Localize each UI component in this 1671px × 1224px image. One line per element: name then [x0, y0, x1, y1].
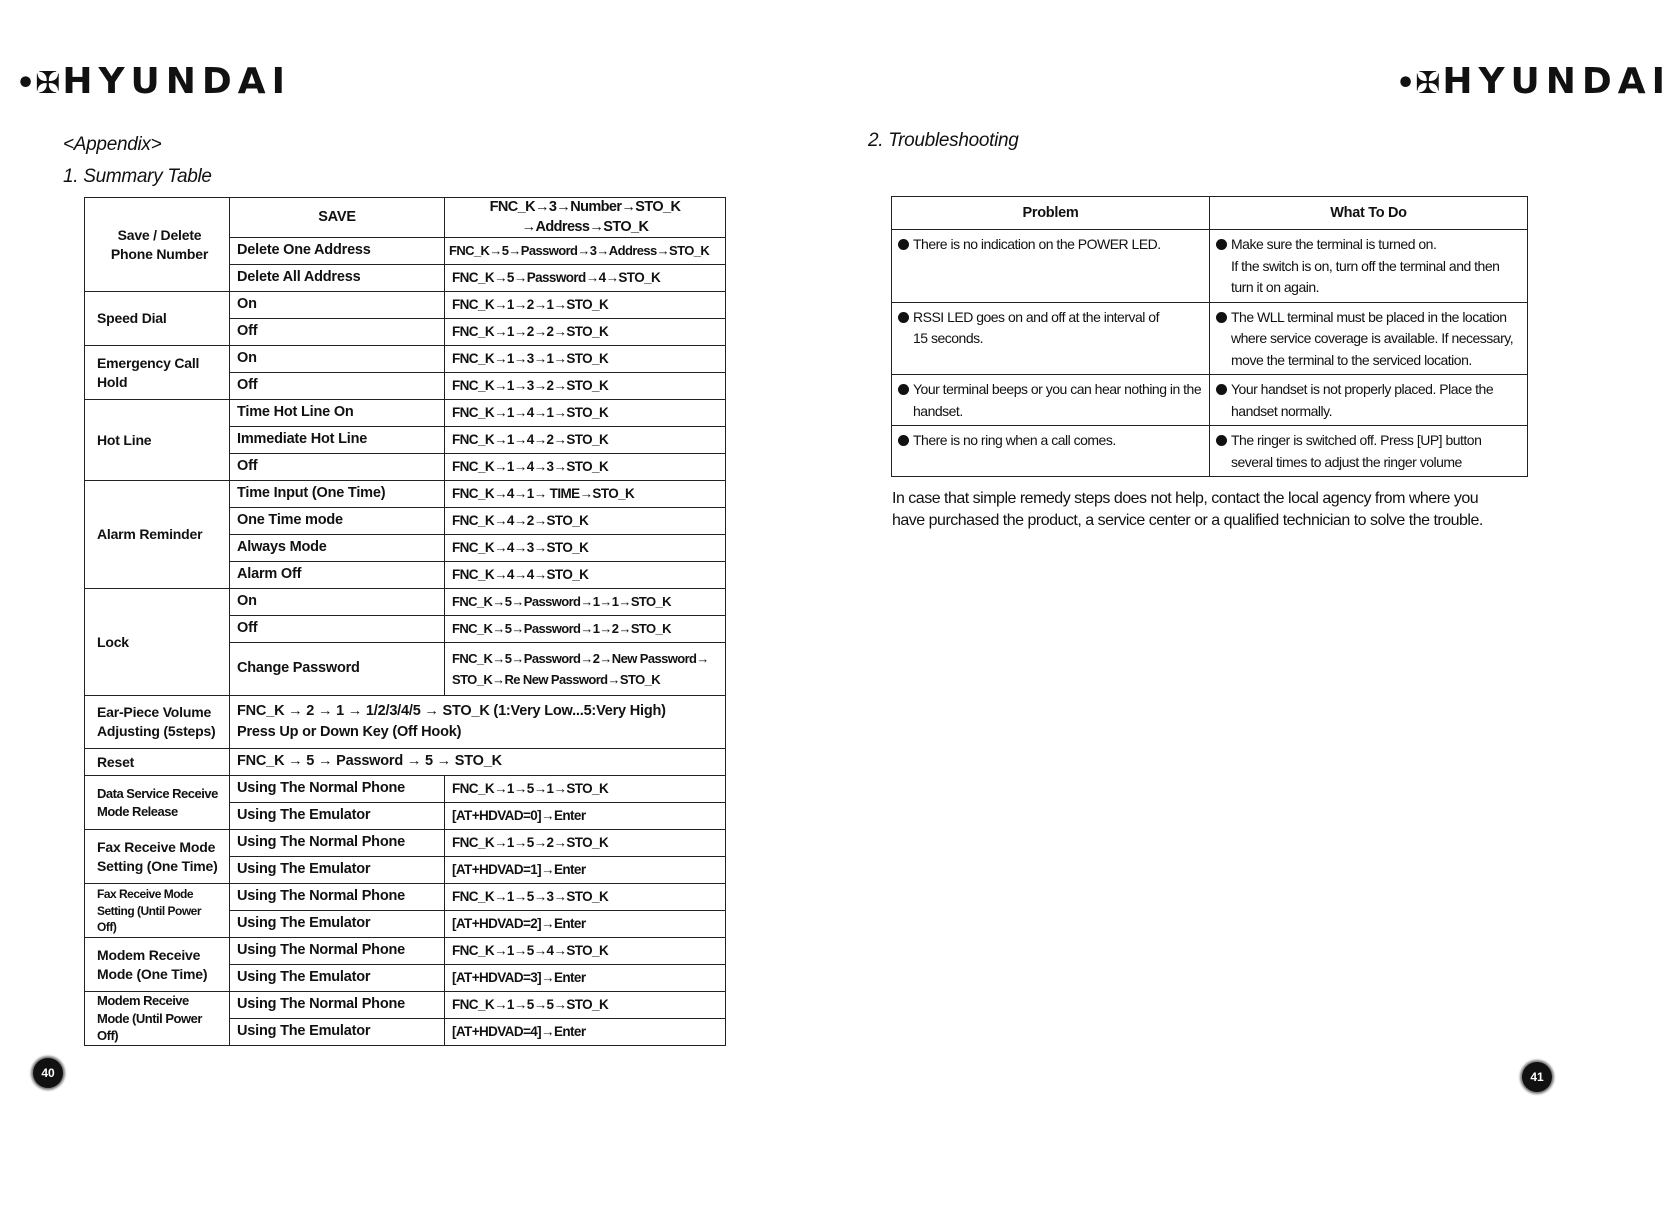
- bullet-icon: [1216, 435, 1227, 446]
- command-cell: FNC_K→1→5→3→STO_K: [445, 884, 726, 911]
- brand-text: HYUNDAI: [62, 61, 292, 102]
- category-cell: Speed Dial: [85, 292, 230, 346]
- bullet-icon: [898, 435, 909, 446]
- command-cell: FNC_K→1→4→1→STO_K: [445, 400, 726, 427]
- hyundai-mark-icon: •✠: [1396, 66, 1441, 101]
- command-cell: FNC_K→1→2→1→STO_K: [445, 292, 726, 319]
- command-cell: [AT+HDVAD=3]→Enter: [445, 965, 726, 992]
- command-cell: [445, 643, 726, 696]
- page-number-left: 40: [33, 1058, 63, 1088]
- option-cell: On: [230, 346, 445, 373]
- appendix-title: <Appendix>: [63, 134, 162, 155]
- category-cell: Fax Receive Mode Setting (Until Power Off): [85, 884, 230, 938]
- command-line: Press Up or Down Key (Off Hook): [237, 724, 462, 741]
- command-line: →Address→STO_K: [521, 218, 649, 235]
- command-cell: [230, 696, 726, 749]
- option-cell: Time Input (One Time): [230, 481, 445, 508]
- command-cell: FNC_K→5→Password→3→Address→STO_K: [445, 238, 726, 265]
- problem-cell: [892, 230, 1210, 303]
- option-cell: Using The Emulator: [230, 1019, 445, 1046]
- option-cell: Off: [230, 319, 445, 346]
- solution-text: The WLL terminal must be placed in the location: [1231, 308, 1507, 325]
- command-cell: FNC_K→4→1→ TIME→STO_K: [445, 481, 726, 508]
- command-cell: [AT+HDVAD=2]→Enter: [445, 911, 726, 938]
- command-line: FNC_K→3→Number→STO_K: [489, 199, 681, 215]
- command-line: FNC_K→5→Password→2→New Password→: [452, 651, 709, 667]
- command-cell: FNC_K→1→5→4→STO_K: [445, 938, 726, 965]
- brand-text: HYUNDAI: [1442, 61, 1671, 102]
- option-cell: SAVE: [230, 198, 445, 238]
- option-cell: Using The Normal Phone: [230, 938, 445, 965]
- solution-text: several times to adjust the ringer volume: [1231, 453, 1462, 470]
- option-cell: Using The Emulator: [230, 965, 445, 992]
- option-cell: Using The Emulator: [230, 803, 445, 830]
- table-row: [892, 375, 1528, 426]
- option-cell: Off: [230, 373, 445, 400]
- command-cell: [AT+HDVAD=1]→Enter: [445, 857, 726, 884]
- option-cell: On: [230, 589, 445, 616]
- table-row: [85, 776, 726, 803]
- table-row: [85, 830, 726, 857]
- command-cell: FNC_K→1→3→2→STO_K: [445, 373, 726, 400]
- command-cell: FNC_K→4→4→STO_K: [445, 562, 726, 589]
- table-row: [892, 230, 1528, 303]
- command-cell: FNC_K→1→4→2→STO_K: [445, 427, 726, 454]
- problem-text: handset.: [913, 402, 963, 419]
- option-cell: Delete One Address: [230, 238, 445, 265]
- option-cell: On: [230, 292, 445, 319]
- problem-text: RSSI LED goes on and off at the interval of: [913, 308, 1159, 325]
- command-cell: FNC_K→1→2→2→STO_K: [445, 319, 726, 346]
- header-what-to-do: What To Do: [1210, 197, 1528, 230]
- command-cell: FNC_K→4→2→STO_K: [445, 508, 726, 535]
- bullet-icon: [1216, 239, 1227, 250]
- table-row: [85, 696, 726, 749]
- table-row: [85, 400, 726, 427]
- table-row: [85, 884, 726, 911]
- solution-cell: [1210, 375, 1528, 426]
- category-cell: Reset: [85, 749, 230, 776]
- command-cell: FNC_K→1→3→1→STO_K: [445, 346, 726, 373]
- command-cell: FNC_K→4→3→STO_K: [445, 535, 726, 562]
- table-row: [85, 292, 726, 319]
- category-cell: Modem Receive Mode (Until Power Off): [85, 992, 230, 1046]
- problem-cell: [892, 302, 1210, 375]
- bullet-icon: [898, 384, 909, 395]
- command-cell: [AT+HDVAD=0]→Enter: [445, 803, 726, 830]
- problem-cell: [892, 375, 1210, 426]
- command-cell: FNC_K→5→Password→4→STO_K: [445, 265, 726, 292]
- solution-text: Make sure the terminal is turned on.: [1231, 236, 1437, 252]
- category-cell: Lock: [85, 589, 230, 696]
- option-cell: Using The Normal Phone: [230, 830, 445, 857]
- troubleshooting-note: In case that simple remedy steps does not help, contact the local agency from where you have purchased the product, a service center or a qualified technician to solve the trouble.: [892, 490, 1483, 529]
- table-row: [85, 346, 726, 373]
- option-cell: Using The Normal Phone: [230, 776, 445, 803]
- problem-text: There is no ring when a call comes.: [913, 432, 1116, 448]
- command-cell: [AT+HDVAD=4]→Enter: [445, 1019, 726, 1046]
- option-cell: Using The Emulator: [230, 857, 445, 884]
- solution-text: handset normally.: [1231, 402, 1332, 419]
- option-cell: Using The Normal Phone: [230, 884, 445, 911]
- table-row: [892, 426, 1528, 477]
- hyundai-logo-left: [16, 61, 292, 102]
- table-row: [85, 589, 726, 616]
- header-problem: Problem: [892, 197, 1210, 230]
- command-cell: [445, 198, 726, 238]
- troubleshooting-title: 2. Troubleshooting: [868, 130, 1019, 151]
- category-cell: Ear-Piece Volume Adjusting (5steps): [85, 696, 230, 749]
- summary-table-title: 1. Summary Table: [63, 166, 212, 187]
- solution-text: where service coverage is available. If necessary, move the terminal to the serviced location.: [1231, 330, 1514, 368]
- option-cell: Using The Emulator: [230, 911, 445, 938]
- option-cell: Delete All Address: [230, 265, 445, 292]
- category-cell: Hot Line: [85, 400, 230, 481]
- problem-text: Your terminal beeps or you can hear nothing in the: [913, 381, 1202, 397]
- table-row: [85, 992, 726, 1019]
- category-cell: Modem Receive Mode (One Time): [85, 938, 230, 992]
- category-cell: Alarm Reminder: [85, 481, 230, 589]
- command-cell: FNC_K→1→5→1→STO_K: [445, 776, 726, 803]
- bullet-icon: [1216, 312, 1227, 323]
- option-cell: Alarm Off: [230, 562, 445, 589]
- category-label: Save / Delete Phone Number: [110, 226, 209, 262]
- solution-text: The ringer is switched off. Press [UP] button: [1231, 432, 1482, 448]
- table-row: [892, 302, 1528, 375]
- command-cell: FNC_K→1→4→3→STO_K: [445, 454, 726, 481]
- hyundai-mark-icon: •✠: [16, 66, 61, 101]
- command-cell: FNC_K→1→5→2→STO_K: [445, 830, 726, 857]
- command-line: STO_K→Re New Password→STO_K: [452, 672, 660, 688]
- category-cell: Fax Receive Mode Setting (One Time): [85, 830, 230, 884]
- command-cell: FNC_K→5→Password→1→2→STO_K: [445, 616, 726, 643]
- option-cell: Off: [230, 616, 445, 643]
- category-cell: Data Service Receive Mode Release: [85, 776, 230, 830]
- solution-text: Your handset is not properly placed. Place the: [1231, 381, 1494, 397]
- solution-cell: [1210, 426, 1528, 477]
- solution-text: If the switch is on, turn off the terminal and then turn it on again.: [1231, 257, 1500, 295]
- command-cell: FNC_K→5→Password→1→1→STO_K: [445, 589, 726, 616]
- option-cell: Immediate Hot Line: [230, 427, 445, 454]
- option-cell: One Time mode: [230, 508, 445, 535]
- bullet-icon: [898, 312, 909, 323]
- command-line: FNC_K → 2 → 1 → 1/2/3/4/5 → STO_K (1:Very Low...5:Very High): [237, 703, 666, 720]
- table-row: [85, 749, 726, 776]
- troubleshooting-table: [891, 196, 1528, 477]
- option-cell: Always Mode: [230, 535, 445, 562]
- option-cell: Off: [230, 454, 445, 481]
- solution-cell: [1210, 302, 1528, 375]
- page-number-right: 41: [1522, 1062, 1552, 1092]
- summary-table: [84, 197, 726, 1046]
- command-cell: FNC_K→1→5→5→STO_K: [445, 992, 726, 1019]
- option-cell: Change Password: [230, 643, 445, 696]
- category-cell: Emergency Call Hold: [85, 346, 230, 400]
- table-row: [85, 481, 726, 508]
- problem-text: 15 seconds.: [913, 330, 983, 346]
- hyundai-logo-right: [1396, 61, 1671, 102]
- table-row: [85, 938, 726, 965]
- problem-text: There is no indication on the POWER LED.: [913, 236, 1161, 252]
- category-cell: [85, 198, 230, 292]
- command-cell: FNC_K → 5 → Password → 5 → STO_K: [230, 749, 726, 776]
- option-cell: Time Hot Line On: [230, 400, 445, 427]
- table-row: [85, 198, 726, 238]
- bullet-icon: [1216, 384, 1227, 395]
- solution-cell: [1210, 230, 1528, 303]
- table-header-row: [892, 197, 1528, 230]
- bullet-icon: [898, 239, 909, 250]
- problem-cell: [892, 426, 1210, 477]
- option-cell: Using The Normal Phone: [230, 992, 445, 1019]
